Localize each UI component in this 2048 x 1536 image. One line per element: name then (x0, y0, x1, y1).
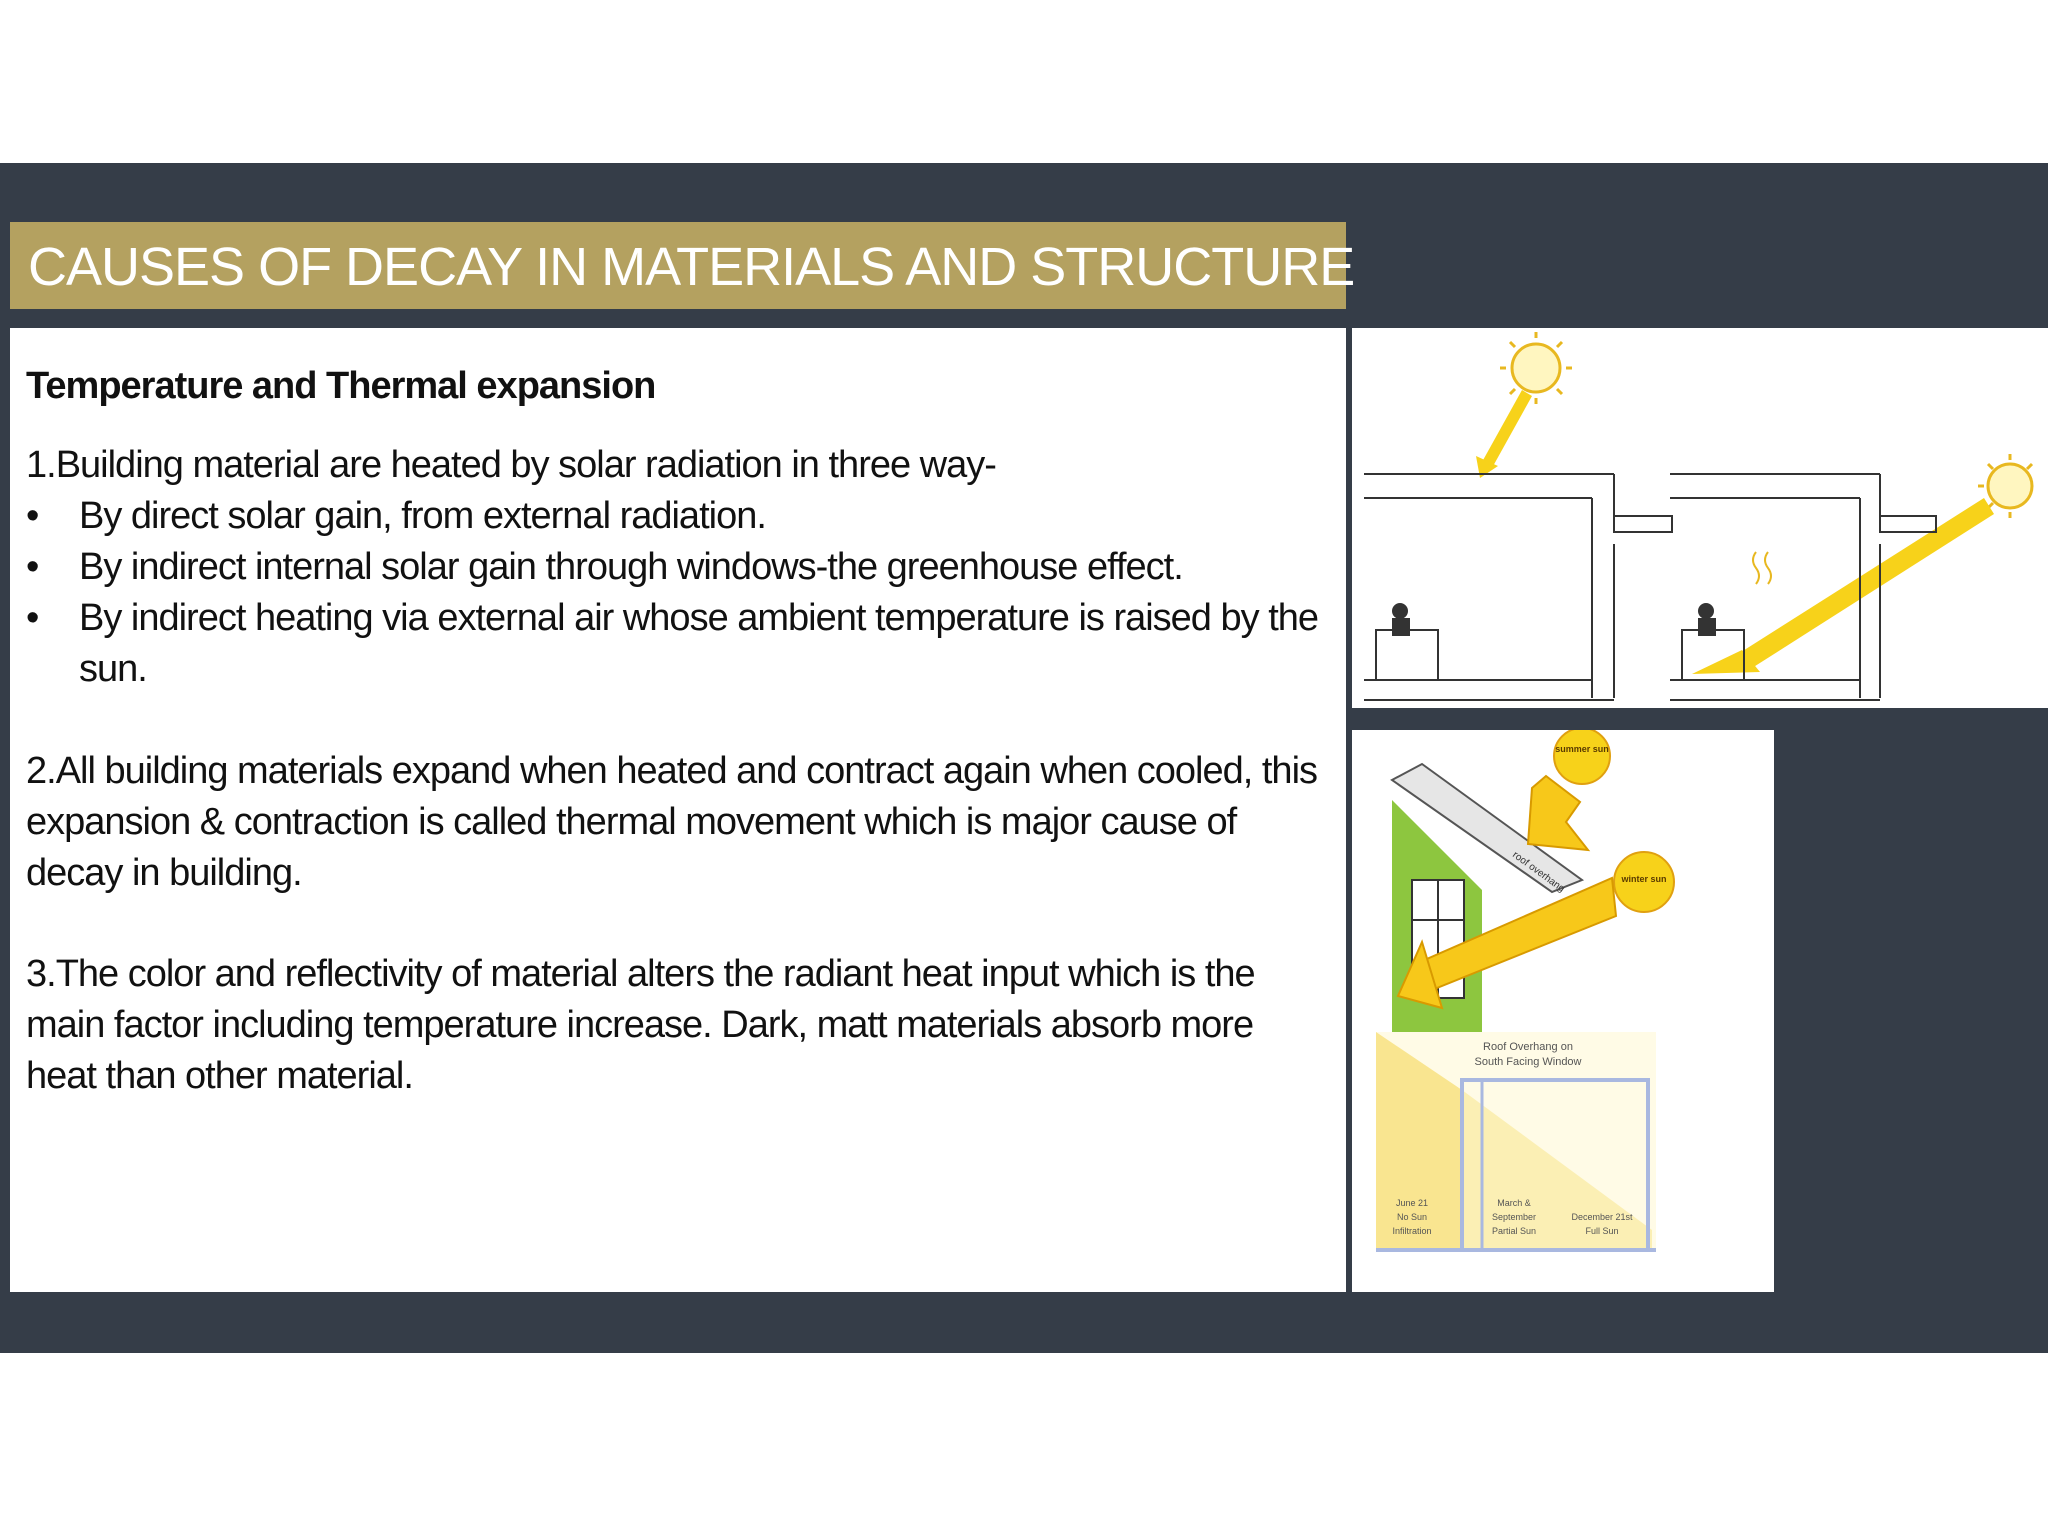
roof-label: roof overhang (1510, 849, 1567, 895)
greenhouse-sketch (1670, 454, 2032, 700)
heat-wave-icon (1753, 552, 1771, 584)
june-label: Infiltration (1392, 1226, 1432, 1236)
june-label: June 21 (1395, 1198, 1429, 1208)
summer-sun-label: summer sun (1555, 744, 1609, 754)
overhang-illustration (1392, 730, 1674, 1060)
person-icon (1698, 603, 1716, 636)
december-label: Full Sun (1585, 1226, 1619, 1236)
march-label: September (1491, 1212, 1537, 1222)
point-1-intro: 1.Building material are heated by solar radiation in three way- (26, 444, 996, 486)
diagram-title-1: Roof Overhang on (1483, 1041, 1573, 1053)
bullet-text: By indirect heating via external air whose ambient temperature is raised by the sun. (79, 597, 1319, 690)
bullet-icon: • (26, 546, 39, 588)
person-icon (1392, 603, 1410, 636)
point-2: 2.All building materials expand when heated and contract again when cooled, this expansion & contraction is called thermal movement which is major cause of decay in building. (26, 750, 1318, 894)
bullet-item (26, 491, 1326, 542)
title-bar (10, 222, 1355, 309)
point-1 (26, 440, 1326, 695)
bullet-item (26, 542, 1326, 593)
bullet-icon: • (26, 597, 39, 639)
direct-gain-sketch (1364, 332, 1672, 700)
bullet-text: By indirect internal solar gain through windows-the greenhouse effect. (79, 546, 1183, 588)
roof-overhang-figure (1352, 730, 1774, 1292)
march-label: Partial Sun (1491, 1226, 1537, 1236)
march-label: March & (1497, 1198, 1531, 1208)
solar-gain-figure (1352, 328, 2048, 708)
sun-icon (1500, 332, 1572, 404)
december-label: December 21st (1571, 1212, 1633, 1222)
diagram-title-2: South Facing Window (1474, 1056, 1582, 1068)
winter-sun-label: winter sun (1621, 874, 1667, 884)
bullet-list (26, 491, 1326, 695)
winter-sun-icon (1614, 852, 1674, 912)
bullet-item (26, 593, 1326, 695)
point-3: 3.The color and reflectivity of material alters the radiant heat input which is the main factor including temperature increase. Dark, matt materials absorb more heat than other material. (26, 953, 1255, 1097)
june-label: No Sun (1396, 1212, 1428, 1222)
subheading: Temperature and Thermal expansion (26, 365, 656, 407)
slide-title: CAUSES OF DECAY IN MATERIALS AND STRUCTURE (28, 237, 1355, 297)
bullet-icon: • (26, 495, 39, 537)
overhang-diagram (1376, 1032, 1656, 1252)
bullet-text: By direct solar gain, from external radiation. (79, 495, 766, 537)
text-panel (10, 328, 1346, 1292)
summer-sun-icon (1554, 730, 1610, 784)
